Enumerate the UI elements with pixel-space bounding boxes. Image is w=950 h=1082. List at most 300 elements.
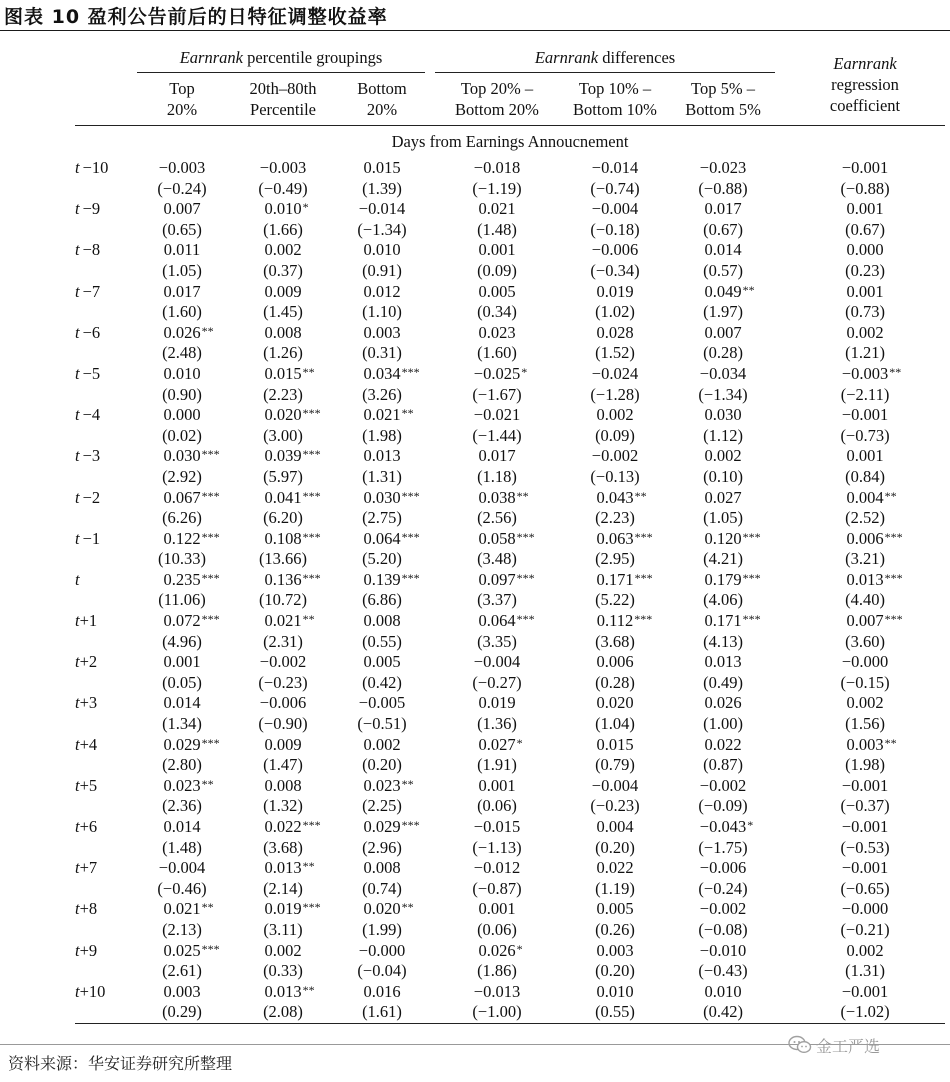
table-row-estimate <box>75 282 945 303</box>
tstat-cell: (−1.13) <box>472 837 522 857</box>
day-label-offset: −6 <box>82 322 101 342</box>
estimate-cell <box>671 611 775 632</box>
estimate-value: 0.139 <box>363 569 401 589</box>
tstat-cell: (2.08) <box>263 1002 303 1022</box>
estimate-cell <box>435 735 559 756</box>
estimate-value: 0.235 <box>163 569 201 589</box>
tstat-cell: (0.87) <box>703 755 743 775</box>
tstat-cell: (3.11) <box>263 919 303 939</box>
estimate-value: 0.016 <box>363 981 401 1001</box>
tstat-cell: (−0.21) <box>840 919 890 939</box>
estimate-cell <box>785 941 945 962</box>
estimate-value: 0.067 <box>163 487 201 507</box>
tstat-cell: (1.05) <box>162 260 202 280</box>
estimate-value: 0.008 <box>363 611 401 631</box>
col-header-middle: 20th–80th Percentile <box>227 73 339 126</box>
day-label-offset: +5 <box>79 775 98 795</box>
day-label-t: t <box>75 158 80 177</box>
group1-rest: percentile groupings <box>242 48 383 67</box>
tstat-cell: (1.60) <box>477 343 517 363</box>
estimate-cell <box>785 529 945 550</box>
tstat-cell: (−0.43) <box>698 961 748 981</box>
table-row-estimate <box>75 158 945 179</box>
estimate-value: 0.022 <box>596 858 634 878</box>
significance-stars: *** <box>201 735 220 750</box>
col-header-diff20: Top 20% – Bottom 20% <box>435 73 559 126</box>
tstat-cell: (1.47) <box>263 755 303 775</box>
estimate-value: −0.025 <box>473 363 521 383</box>
estimate-value: 0.019 <box>478 693 516 713</box>
group-header-differences <box>435 44 775 73</box>
tstat-cell: (1.45) <box>263 302 303 322</box>
estimate-value: 0.058 <box>478 528 516 548</box>
estimate-value: −0.003 <box>841 363 889 383</box>
day-label-offset: +7 <box>79 858 98 878</box>
table-row-estimate <box>75 776 945 797</box>
estimate-cell <box>559 570 671 591</box>
estimate-cell <box>227 199 339 220</box>
tstat-cell: (1.48) <box>477 219 517 239</box>
tstat-cell: (−0.18) <box>590 219 640 239</box>
estimate-cell <box>339 364 425 385</box>
estimate-value: 0.049 <box>704 281 742 301</box>
estimate-cell <box>227 611 339 632</box>
estimate-cell <box>785 776 945 797</box>
tstat-cell: (0.20) <box>595 961 635 981</box>
table-row-estimate <box>75 735 945 756</box>
tstat-cell: (0.09) <box>477 260 517 280</box>
estimate-cell <box>137 488 227 509</box>
tstat-cell: (−0.24) <box>157 178 207 198</box>
estimate-cell <box>227 488 339 509</box>
tstat-cell: (2.31) <box>263 631 303 651</box>
tstat-cell: (−0.74) <box>590 178 640 198</box>
estimate-value: 0.001 <box>846 281 884 301</box>
estimate-value: −0.001 <box>841 858 889 878</box>
estimate-cell <box>559 240 671 261</box>
estimate-cell <box>137 364 227 385</box>
estimate-value: −0.004 <box>158 858 206 878</box>
estimate-value: 0.013 <box>363 446 401 466</box>
tstat-cell: (1.34) <box>162 714 202 734</box>
estimate-cell <box>435 570 559 591</box>
estimate-value: 0.013 <box>264 858 302 878</box>
day-label <box>75 323 137 344</box>
tstat-cell: (1.19) <box>595 878 635 898</box>
estimate-cell <box>435 776 559 797</box>
day-label-t: t <box>75 858 80 878</box>
estimate-value: 0.030 <box>363 487 401 507</box>
table-row-estimate <box>75 941 945 962</box>
estimate-cell <box>227 735 339 756</box>
significance-stars: *** <box>302 900 321 915</box>
estimate-value: 0.064 <box>363 528 401 548</box>
tstat-cell: (2.25) <box>362 796 402 816</box>
estimate-value: 0.002 <box>363 734 401 754</box>
table-row-estimate <box>75 488 945 509</box>
col-header-bottom20: Bottom 20% <box>339 73 425 126</box>
significance-stars: *** <box>201 570 220 585</box>
estimate-value: −0.014 <box>358 199 406 219</box>
tstat-cell: (−0.15) <box>840 672 890 692</box>
estimate-cell <box>671 735 775 756</box>
significance-stars: * <box>302 200 309 215</box>
table-row-estimate <box>75 529 945 550</box>
table-row-tstat <box>75 426 945 447</box>
estimate-cell <box>339 282 425 303</box>
significance-stars: ** <box>302 612 315 627</box>
estimate-value: 0.001 <box>478 240 516 260</box>
estimate-value: −0.002 <box>699 775 747 795</box>
estimate-cell <box>227 817 339 838</box>
estimate-cell <box>435 158 559 179</box>
estimate-cell <box>671 982 775 1003</box>
table-row-estimate <box>75 240 945 261</box>
estimate-cell <box>785 652 945 673</box>
estimate-cell <box>785 488 945 509</box>
day-label <box>75 817 137 838</box>
estimate-value: 0.014 <box>163 693 201 713</box>
tstat-cell: (3.68) <box>595 631 635 651</box>
day-label-offset: +2 <box>79 652 98 672</box>
estimate-value: −0.001 <box>841 817 889 836</box>
estimate-cell <box>435 323 559 344</box>
estimate-cell <box>339 488 425 509</box>
estimate-cell <box>559 323 671 344</box>
table-row-estimate <box>75 693 945 714</box>
tstat-cell: (1.99) <box>362 919 402 939</box>
tstat-cell: (−0.49) <box>258 178 308 198</box>
estimate-cell <box>559 364 671 385</box>
estimate-cell <box>227 941 339 962</box>
table-row-tstat <box>75 220 945 241</box>
table-row-tstat <box>75 838 945 859</box>
estimate-value: −0.014 <box>591 158 639 177</box>
day-label <box>75 282 137 303</box>
estimate-cell <box>559 858 671 879</box>
estimate-value: −0.000 <box>841 652 889 672</box>
tstat-cell: (0.05) <box>162 672 202 692</box>
tstat-cell: (−0.90) <box>258 714 308 734</box>
estimate-value: 0.006 <box>846 528 884 548</box>
estimate-value: 0.002 <box>264 940 302 960</box>
estimate-cell <box>785 364 945 385</box>
tstat-cell: (4.21) <box>703 549 743 569</box>
table-row-tstat <box>75 508 945 529</box>
estimate-cell <box>559 158 671 179</box>
estimate-cell <box>339 199 425 220</box>
estimate-value: −0.001 <box>841 158 889 177</box>
tstat-cell: (0.37) <box>263 260 303 280</box>
estimate-value: 0.179 <box>704 569 742 589</box>
estimate-cell <box>559 529 671 550</box>
estimate-value: −0.002 <box>591 446 639 466</box>
estimate-value: 0.007 <box>846 611 884 631</box>
estimate-cell <box>137 817 227 838</box>
estimate-cell <box>137 982 227 1003</box>
significance-stars: *** <box>884 612 903 627</box>
significance-stars: *** <box>742 570 761 585</box>
tstat-cell: (2.14) <box>263 878 303 898</box>
estimate-cell <box>137 199 227 220</box>
day-label-t: t <box>75 569 80 589</box>
estimate-value: 0.026 <box>704 693 742 713</box>
tstat-cell: (6.26) <box>162 508 202 528</box>
estimate-cell <box>671 323 775 344</box>
estimate-cell <box>227 158 339 179</box>
estimate-cell <box>785 693 945 714</box>
tstat-cell: (3.00) <box>263 425 303 445</box>
group2-rest: differences <box>598 48 676 67</box>
day-label <box>75 899 137 920</box>
tstat-cell: (4.13) <box>703 631 743 651</box>
significance-stars: *** <box>742 529 761 544</box>
day-label-t: t <box>75 611 80 631</box>
tstat-cell: (−0.37) <box>840 796 890 816</box>
significance-stars: * <box>516 941 523 956</box>
tstat-cell: (2.56) <box>477 508 517 528</box>
estimate-value: 0.009 <box>264 734 302 754</box>
estimate-value: 0.023 <box>478 322 516 342</box>
estimate-value: 0.022 <box>264 817 302 836</box>
col-header-top20: Top 20% <box>137 73 227 126</box>
tstat-cell: (2.52) <box>845 508 885 528</box>
tstat-cell: (−1.44) <box>472 425 522 445</box>
day-label <box>75 652 137 673</box>
estimate-value: 0.171 <box>596 569 634 589</box>
table-row-estimate <box>75 858 945 879</box>
tstat-cell: (−0.88) <box>698 178 748 198</box>
significance-stars: *** <box>634 612 653 627</box>
day-label-t: t <box>75 775 80 795</box>
regression-line3: coefficient <box>829 96 901 115</box>
table-row-tstat <box>75 179 945 200</box>
tstat-cell: (0.42) <box>362 672 402 692</box>
tstat-cell: (−0.24) <box>698 878 748 898</box>
significance-stars: *** <box>516 612 535 627</box>
significance-stars: *** <box>302 406 321 421</box>
wechat-icon <box>788 1035 812 1055</box>
tstat-cell: (1.56) <box>845 714 885 734</box>
table-row-tstat <box>75 343 945 364</box>
significance-stars: ** <box>401 406 414 421</box>
significance-stars: *** <box>401 364 420 379</box>
tstat-cell: (−1.34) <box>698 384 748 404</box>
estimate-cell <box>137 652 227 673</box>
table-row-estimate <box>75 323 945 344</box>
estimate-cell <box>227 693 339 714</box>
estimate-cell <box>671 446 775 467</box>
estimate-cell <box>559 282 671 303</box>
significance-stars: *** <box>634 529 653 544</box>
estimate-cell <box>785 240 945 261</box>
estimate-cell <box>785 570 945 591</box>
source-note: 资料来源：华安证券研究所整理 <box>8 1054 233 1073</box>
day-label-offset: −9 <box>82 199 101 219</box>
figure-title: 图表 10 盈利公告前后的日特征调整收益率 <box>4 6 388 28</box>
estimate-value: 0.029 <box>163 734 201 754</box>
day-label <box>75 611 137 632</box>
estimate-cell <box>559 446 671 467</box>
estimate-value: 0.043 <box>596 487 634 507</box>
tstat-cell: (2.13) <box>162 919 202 939</box>
estimate-value: 0.008 <box>264 322 302 342</box>
estimate-value: 0.017 <box>704 199 742 219</box>
day-label <box>75 693 137 714</box>
tstat-cell: (1.61) <box>362 1002 402 1022</box>
day-label <box>75 941 137 962</box>
estimate-cell <box>559 405 671 426</box>
tstat-cell: (0.02) <box>162 425 202 445</box>
tstat-cell: (−0.09) <box>698 796 748 816</box>
estimate-cell <box>671 693 775 714</box>
tstat-cell: (0.31) <box>362 343 402 363</box>
significance-stars: * <box>747 818 754 832</box>
estimate-value: 0.012 <box>363 281 401 301</box>
significance-stars: ** <box>401 900 414 915</box>
estimate-value: −0.010 <box>699 940 747 960</box>
estimate-cell <box>671 488 775 509</box>
tstat-cell: (−1.75) <box>698 837 748 857</box>
estimate-value: 0.027 <box>704 487 742 507</box>
day-label-offset: +6 <box>79 817 98 836</box>
tstat-cell: (2.23) <box>595 508 635 528</box>
day-label-offset: −3 <box>82 446 101 466</box>
tstat-cell: (1.31) <box>845 961 885 981</box>
table-container <box>75 44 945 1026</box>
estimate-value: 0.001 <box>846 446 884 466</box>
estimate-value: 0.112 <box>596 611 634 631</box>
tstat-cell: (2.80) <box>162 755 202 775</box>
significance-stars: *** <box>201 612 220 627</box>
table-row-tstat <box>75 714 945 735</box>
estimate-value: 0.017 <box>478 446 516 466</box>
day-label-offset: −2 <box>82 487 101 507</box>
tstat-cell: (0.55) <box>362 631 402 651</box>
tstat-cell: (6.86) <box>362 590 402 610</box>
day-label <box>75 199 137 220</box>
significance-stars: *** <box>401 818 420 832</box>
estimate-cell <box>671 199 775 220</box>
tstat-cell: (3.26) <box>362 384 402 404</box>
estimate-value: −0.006 <box>259 693 307 713</box>
estimate-cell <box>339 776 425 797</box>
table-row-estimate <box>75 652 945 673</box>
estimate-cell <box>435 405 559 426</box>
day-label-t: t <box>75 981 80 1001</box>
estimate-cell <box>137 405 227 426</box>
estimate-cell <box>435 611 559 632</box>
estimate-value: 0.015 <box>596 734 634 754</box>
estimate-value: 0.013 <box>264 981 302 1001</box>
estimate-cell <box>785 611 945 632</box>
estimate-value: −0.043 <box>699 817 747 836</box>
table-row-tstat <box>75 261 945 282</box>
estimate-value: 0.001 <box>163 652 201 672</box>
table-row-tstat <box>75 302 945 323</box>
tstat-cell: (1.98) <box>845 755 885 775</box>
significance-stars: *** <box>302 529 321 544</box>
tstat-cell: (0.33) <box>263 961 303 981</box>
estimate-value: −0.000 <box>841 899 889 919</box>
table-row-tstat <box>75 467 945 488</box>
estimate-cell <box>137 529 227 550</box>
watermark-text: 金工严选 <box>816 1036 881 1056</box>
tstat-cell: (0.91) <box>362 260 402 280</box>
day-label <box>75 570 137 591</box>
estimate-cell <box>227 858 339 879</box>
estimate-value: 0.021 <box>478 199 516 219</box>
estimate-value: 0.003 <box>846 734 884 754</box>
tstat-cell: (0.29) <box>162 1002 202 1022</box>
estimate-cell <box>227 240 339 261</box>
tstat-cell: (0.49) <box>703 672 743 692</box>
day-label-t: t <box>75 487 80 507</box>
estimate-value: 0.026 <box>478 940 516 960</box>
tstat-cell: (0.79) <box>595 755 635 775</box>
regression-line2: regression <box>831 75 899 94</box>
tstat-cell: (−0.27) <box>472 672 522 692</box>
estimate-cell <box>227 982 339 1003</box>
estimate-cell <box>339 982 425 1003</box>
tstat-cell: (3.21) <box>845 549 885 569</box>
day-label-t: t <box>75 281 80 301</box>
day-label-offset: +3 <box>79 693 98 713</box>
table-row-tstat <box>75 673 945 694</box>
watermark <box>788 1032 948 1058</box>
estimate-cell <box>339 652 425 673</box>
day-label-t: t <box>75 940 80 960</box>
estimate-value: 0.001 <box>478 775 516 795</box>
estimate-value: 0.120 <box>704 528 742 548</box>
significance-stars: * <box>521 364 528 379</box>
estimate-cell <box>137 611 227 632</box>
estimate-cell <box>559 735 671 756</box>
estimate-value: 0.013 <box>704 652 742 672</box>
tstat-cell: (−0.34) <box>590 260 640 280</box>
estimate-cell <box>435 858 559 879</box>
estimate-value: −0.003 <box>158 158 206 177</box>
tstat-cell: (−0.53) <box>840 837 890 857</box>
estimate-cell <box>435 941 559 962</box>
estimate-cell <box>435 982 559 1003</box>
tstat-cell: (−0.08) <box>698 919 748 939</box>
estimate-value: 0.108 <box>264 528 302 548</box>
estimate-value: 0.015 <box>363 158 401 177</box>
table-row-tstat <box>75 1002 945 1023</box>
estimate-value: −0.004 <box>591 199 639 219</box>
day-label-t: t <box>75 405 80 425</box>
estimate-cell <box>559 776 671 797</box>
col-header-diff5: Top 5% – Bottom 5% <box>671 73 775 126</box>
estimate-value: 0.022 <box>704 734 742 754</box>
significance-stars: ** <box>302 982 315 997</box>
estimate-cell <box>137 899 227 920</box>
tstat-cell: (0.20) <box>362 755 402 775</box>
tstat-cell: (−0.51) <box>357 714 407 734</box>
estimate-cell <box>559 488 671 509</box>
estimate-cell <box>339 405 425 426</box>
estimate-value: 0.004 <box>846 487 884 507</box>
tstat-cell: (1.91) <box>477 755 517 775</box>
estimate-value: −0.006 <box>699 858 747 878</box>
significance-stars: *** <box>201 447 220 462</box>
significance-stars: ** <box>302 859 315 874</box>
significance-stars: *** <box>516 529 535 544</box>
estimate-value: 0.026 <box>163 322 201 342</box>
day-label-t: t <box>75 240 80 260</box>
estimate-cell <box>559 693 671 714</box>
